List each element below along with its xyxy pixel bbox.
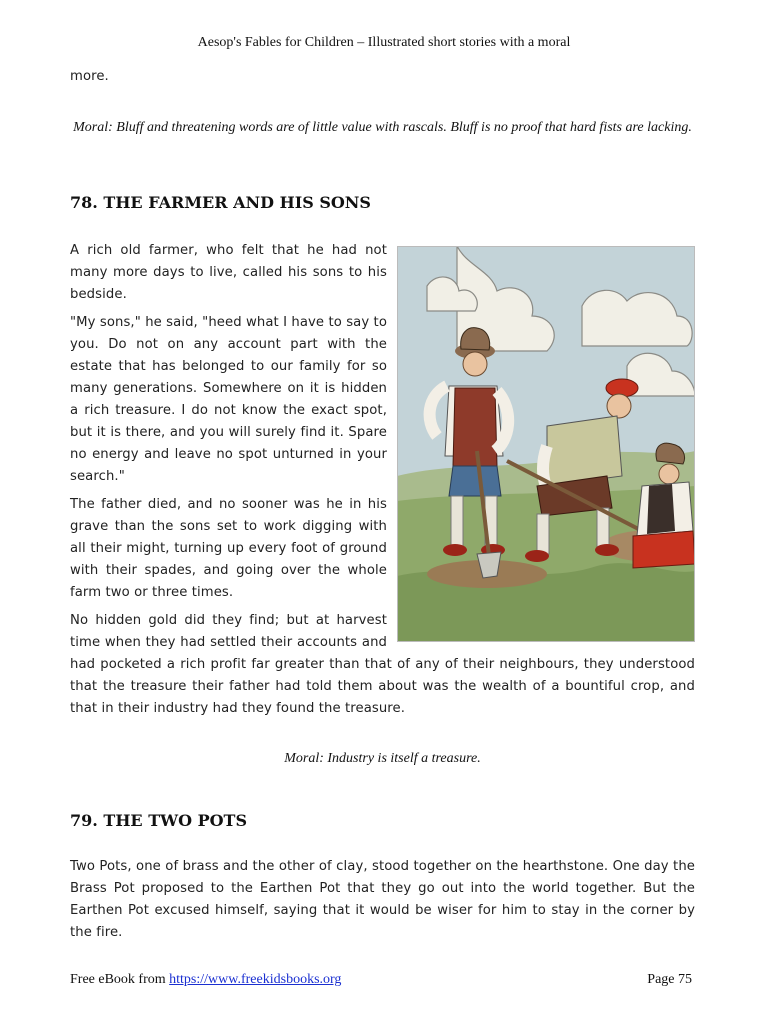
previous-story-moral: Moral: Bluff and threatening words are of little value with rascals. Bluff is no proof that hard fists are lacking. — [73, 120, 692, 135]
story-78-moral: Moral: Industry is itself a treasure. — [284, 751, 481, 766]
story-78-body — [70, 240, 695, 726]
story-78-paragraph-3: The father died, and no sooner was he in his grave than the sons set to work digging with all their might, turning up every foot of ground with their spades, and going over the whole farm two or three times. — [70, 497, 387, 600]
story-78-paragraph-2: "My sons," he said, "heed what I have to say to you. Do not on any account part with the estate that has belonged to our family for so many generations. Somewhere on it is hidden a rich treasure. I do not know the exact spot, but it is there, and you will surely find it. Spare no energy and leave no spot unturned in your search." — [70, 315, 387, 484]
previous-story-ending: more. — [70, 69, 109, 84]
story-79-heading: 79. THE TWO POTS — [70, 811, 248, 830]
footer-source — [70, 972, 341, 988]
footer-prefix: Free eBook from — [70, 972, 170, 987]
story-79-paragraph-1: Two Pots, one of brass and the other of clay, stood together on the hearthstone. One day the Brass Pot proposed to the Earthen Pot that they go out into the world together. But the Earthen Pot excused himself, saying that it would be wiser for him to stay in the corner by the fire. — [70, 859, 695, 940]
farmer-sons-illustration — [397, 246, 695, 642]
freekidsbooks-link[interactable]: https://www.freekidsbooks.org — [169, 972, 342, 987]
page-footer — [70, 972, 692, 992]
story-78-paragraph-1: A rich old farmer, who felt that he had not many more days to live, called his sons to his bedside. — [70, 243, 387, 302]
page-number: Page 75 — [647, 972, 692, 987]
story-78-heading: 78. THE FARMER AND HIS SONS — [70, 193, 371, 212]
page-header: Aesop's Fables for Children – Illustrated short stories with a moral — [197, 35, 571, 50]
story-78-paragraph-4: No hidden gold did they find; but at harvest time when they had settled their accounts and had pocketed a rich profit far greater than that of any of their neighbours, they understood that the treasure their father had told them about was the wealth of a bountiful crop, and that in their industry had they found the treasure. — [70, 613, 695, 716]
